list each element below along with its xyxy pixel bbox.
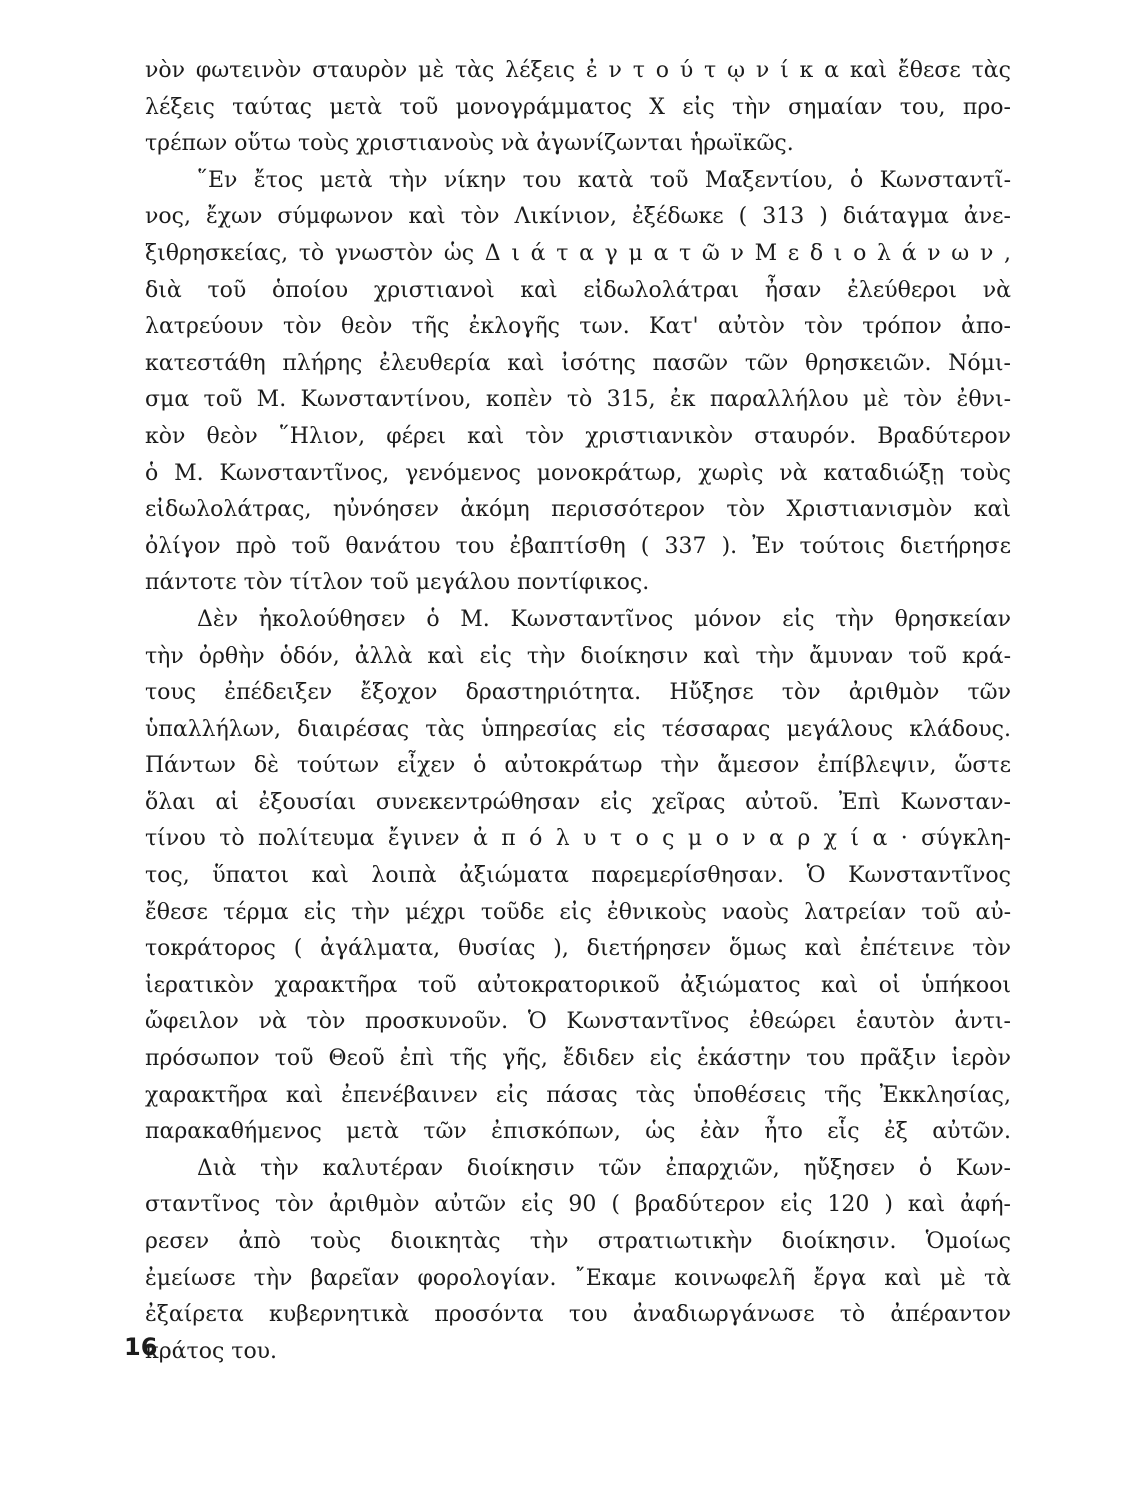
body-text <box>145 53 1011 1370</box>
text-line: κατεστάθη πλήρης ἐλευθερία καὶ ἰσότης πασῶν τῶν θρησκειῶν. Νόμι- <box>145 350 1011 376</box>
page-number: 16 <box>124 1333 158 1361</box>
text-line: τρέπων οὕτω τοὺς χριστιανοὺς νὰ ἀγωνίζωνται ἡρωϊκῶς. <box>145 131 794 157</box>
text-line: νὸν φωτεινὸν σταυρὸν μὲ τὰς λέξεις ἐ ν τ ο ύ τ ῳ ν ί κ α καὶ ἔθεσε τὰς <box>145 58 1011 83</box>
text-line: ὤφειλον νὰ τὸν προσκυνοῦν. Ὁ Κωνσταντῖνος ἐθεώρει ἑαυτὸν ἀντι- <box>145 1009 1011 1035</box>
text-line: ἱερατικὸν χαρακτῆρα τοῦ αὐτοκρατορικοῦ ἀξιώματος καὶ οἱ ὑπήκοοι <box>145 972 1011 998</box>
text-line: ἐξαίρετα κυβερνητικὰ προσόντα του ἀναδιωργάνωσε τὸ ἀπέραντον <box>145 1302 1011 1328</box>
text-line: σταντῖνος τὸν ἀριθμὸν αὐτῶν εἰς 90 ( βραδύτερον εἰς 120 ) καὶ ἀφή- <box>145 1192 1011 1218</box>
text-line: εἰδωλολάτρας, ηὐνόησεν ἀκόμη περισσότερον τὸν Χριστιανισμὸν καὶ <box>145 497 1011 523</box>
text-line: τοκράτορος ( ἀγάλματα, θυσίας ), διετήρησεν ὅμως καὶ ἐπέτεινε τὸν <box>145 936 1011 962</box>
text-line: κράτος του. <box>145 1338 278 1364</box>
text-line: λέξεις ταύτας μετὰ τοῦ μονογράμματος Χ εἰς τὴν σημαίαν του, προ- <box>145 94 1011 120</box>
text-line: ὑπαλλήλων, διαιρέσας τὰς ὑπηρεσίας εἰς τέσσαρας μεγάλους κλάδους. <box>145 716 1011 742</box>
text-line: ὁ Μ. Κωνσταντῖνος, γενόμενος μονοκράτωρ, χωρὶς νὰ καταδιώξῃ τοὺς <box>145 460 1011 486</box>
text-line: ἔθεσε τέρμα εἰς τὴν μέχρι τοῦδε εἰς ἐθνικοὺς ναοὺς λατρείαν τοῦ αὐ- <box>145 899 1011 925</box>
text-line: χαρακτῆρα καὶ ἐπενέβαινεν εἰς πάσας τὰς ὑποθέσεις τῆς Ἐκκλησίας, <box>145 1082 1011 1108</box>
text-line: Δὲν ἠκολούθησεν ὁ Μ. Κωνσταντῖνος μόνον εἰς τὴν θρησκείαν <box>197 606 1011 632</box>
text-line: πάντοτε τὸν τίτλον τοῦ μεγάλου ποντίφικος. <box>145 570 650 596</box>
text-line: τους ἐπέδειξεν ἔξοχον δραστηριότητα. Ηὔξησε τὸν ἀριθμὸν τῶν <box>145 680 1011 706</box>
text-line: ξιθρησκείας, τὸ γνωστὸν ὡς Δ ι ά τ α γ μ α τ ῶ ν Μ ε δ ι ο λ ά ν ω ν , <box>145 240 1011 266</box>
text-line: ἐμείωσε τὴν βαρεῖαν φορολογίαν. ῎Εκαμε κοινωφελῆ ἔργα καὶ μὲ τὰ <box>145 1265 1011 1291</box>
text-line: Πάντων δὲ τούτων εἶχεν ὁ αὐτοκράτωρ τὴν ἄμεσον ἐπίβλεψιν, ὥστε <box>145 753 1011 779</box>
text-line: τος, ὕπατοι καὶ λοιπὰ ἀξιώματα παρεμερίσθησαν. Ὁ Κωνσταντῖνος <box>145 863 1011 889</box>
text-line: ὀλίγον πρὸ τοῦ θανάτου του ἐβαπτίσθη ( 337 ). Ἐν τούτοις διετήρησε <box>145 533 1011 559</box>
text-line: τὴν ὀρθὴν ὁδόν, ἀλλὰ καὶ εἰς τὴν διοίκησιν καὶ τὴν ἄμυναν τοῦ κρά- <box>145 643 1011 669</box>
text-line: ὅλαι αἱ ἐξουσίαι συνεκεντρώθησαν εἰς χεῖρας αὐτοῦ. Ἐπὶ Κωνσταν- <box>145 789 1011 815</box>
text-line: διὰ τοῦ ὁποίου χριστιανοὶ καὶ εἰδωλολάτραι ἦσαν ἐλεύθεροι νὰ <box>145 277 1011 303</box>
text-line: ρεσεν ἀπὸ τοὺς διοικητὰς τὴν στρατιωτικὴν διοίκησιν. Ὁμοίως <box>145 1229 1011 1254</box>
text-line: νος, ἔχων σύμφωνον καὶ τὸν Λικίνιον, ἐξέδωκε ( 313 ) διάταγμα ἀνε- <box>145 204 1011 230</box>
text-line: παρακαθήμενος μετὰ τῶν ἐπισκόπων, ὡς ἐὰν ἦτο εἷς ἐξ αὐτῶν. <box>145 1119 1011 1145</box>
text-line: πρόσωπον τοῦ Θεοῦ ἐπὶ τῆς γῆς, ἔδιδεν εἰς ἑκάστην του πρᾶξιν ἱερὸν <box>145 1046 1011 1072</box>
text-line: κὸν θεὸν ῞Ηλιον, φέρει καὶ τὸν χριστιανικὸν σταυρόν. Βραδύτερον <box>145 423 1011 449</box>
text-line: λατρεύουν τὸν θεὸν τῆς ἐκλογῆς των. Κατ' αὐτὸν τὸν τρόπον ἀπο- <box>145 314 1011 340</box>
text-line: τίνου τὸ πολίτευμα ἔγινεν ἀ π ό λ υ τ ο ς μ ο ν α ρ χ ί α · σύγκλη- <box>145 826 1011 852</box>
text-line: ῞Εν ἔτος μετὰ τὴν νίκην του κατὰ τοῦ Μαξεντίου, ὁ Κωνσταντῖ- <box>197 167 1011 193</box>
text-line: σμα τοῦ Μ. Κωνσταντίνου, κοπὲν τὸ 315, ἐκ παραλλήλου μὲ τὸν ἐθνι- <box>145 387 1011 413</box>
text-line: Διὰ τὴν καλυτέραν διοίκησιν τῶν ἐπαρχιῶν, ηὔξησεν ὁ Κων- <box>197 1155 1011 1181</box>
